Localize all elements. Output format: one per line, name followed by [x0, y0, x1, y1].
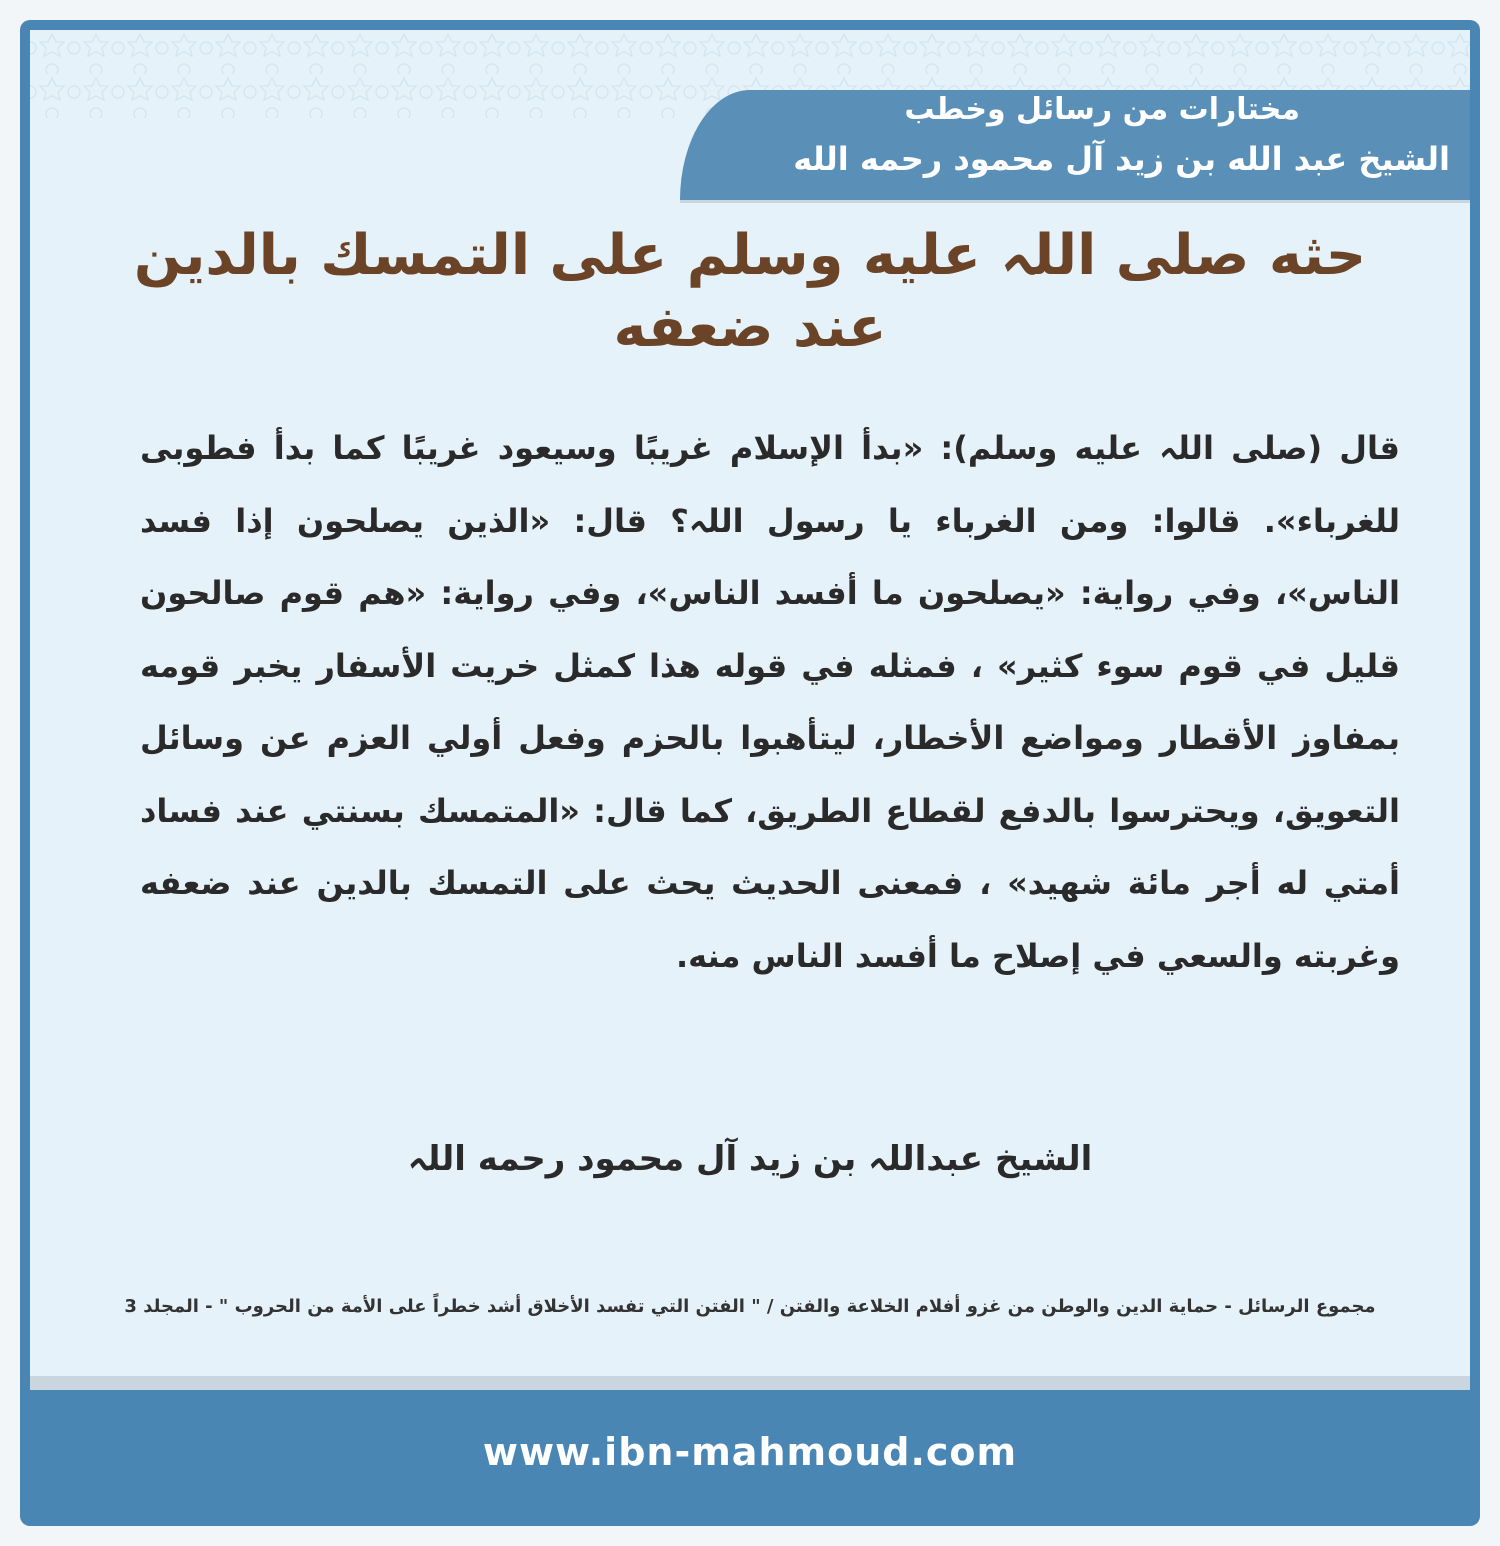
- page-title: حثه صلى اللہ عليه وسلم على التمسك بالدين عند ضعفه: [133, 223, 1367, 360]
- source-citation: مجموع الرسائل - حماية الدين والوطن من غزو أفلام الخلاعة والفتن / " الفتن التي تفسد الأخلاق أشد خطراً على الأمة من الحروب " - المجلد 3: [124, 1296, 1376, 1317]
- header-subtitle: مختارات من رسائل وخطب: [904, 92, 1300, 127]
- body-paragraph: قال (صلى اللہ عليه وسلم): «بدأ الإسلام غريبًا وسيعود غريبًا كما بدأ فطوبى للغرباء». قالوا: ومن الغرباء يا رسول اللہ؟ قال: «الذين يصلحون إذا فسد الناس»، وفي رواية: «يصلحون ما أفسد الناس»، وفي رواية: «هم قوم صالحون قليل في قوم سوء كثير» ، فمثله في قوله هذا كمثل خريت الأسفار يخبر قومه بمفاوز الأقطار ومواضع الأخطار، ليتأهبوا بالحزم وفعل أولي العزم عن وسائل التعويق، ويحترسوا بالدفع لقطاع الطريق، كما قال: «المتمسك بسنتي عند فساد أمتي له أجر مائة شهيد» ، فمعنى الحديث يحث على التمسك بالدين عند ضعفه وغربته والسعي في إصلاح ما أفسد الناس منه.: [140, 429, 1400, 975]
- header-banner: [680, 90, 1470, 200]
- header-author: الشيخ عبد الله بن زيد آل محمود رحمه الله: [793, 140, 1450, 178]
- card-frame: [20, 20, 1480, 1526]
- content-panel: [30, 30, 1470, 1390]
- website-link[interactable]: www.ibn-mahmoud.com: [482, 1430, 1018, 1474]
- divider: [30, 1376, 1470, 1390]
- author-signature: الشيخ عبداللہ بن زيد آل محمود رحمه اللہ: [407, 1139, 1093, 1179]
